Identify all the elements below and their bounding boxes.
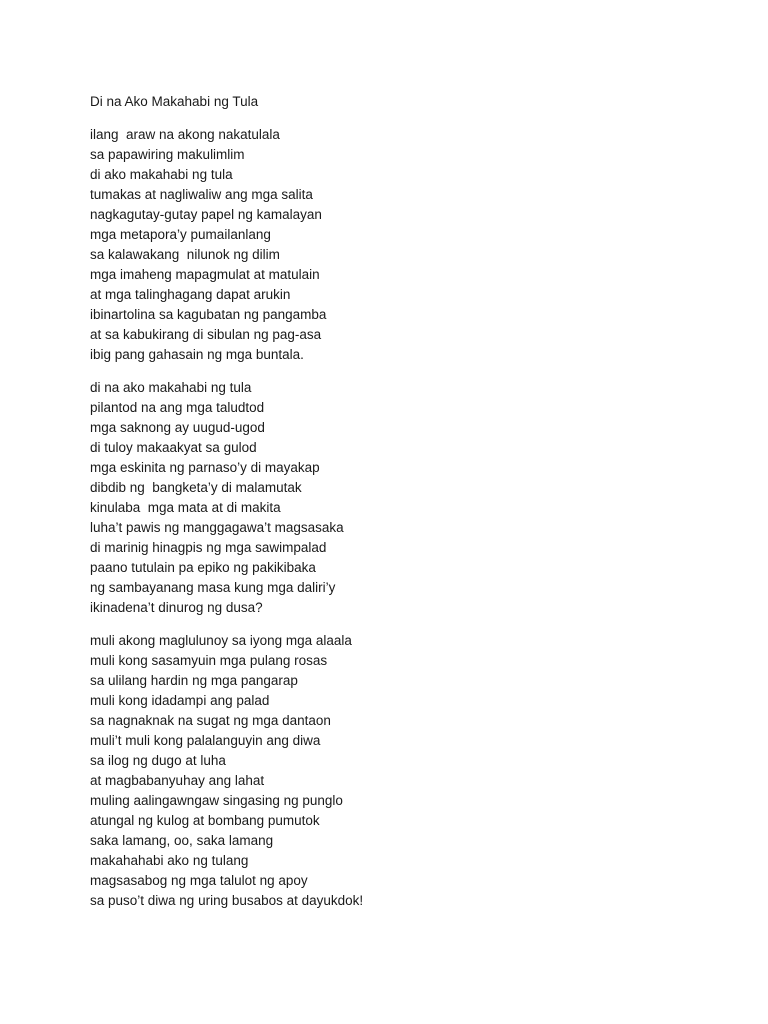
poem-line: sa nagnaknak na sugat ng mga dantaon [90, 713, 331, 728]
poem-page [90, 92, 710, 924]
poem-line: di marinig hinagpis ng mga sawimpalad [90, 540, 327, 555]
poem-line: kinulaba mga mata at di makita [90, 500, 281, 515]
poem-line: di ako makahabi ng tula [90, 167, 233, 182]
poem-line: tumakas at nagliwaliw ang mga salita [90, 187, 313, 202]
poem-line: muling aalingawngaw singasing ng punglo [90, 793, 343, 808]
poem-line: di na ako makahabi ng tula [90, 380, 252, 395]
poem-line: nagkagutay-gutay papel ng kamalayan [90, 207, 322, 222]
poem-line: muli’t muli kong palalanguyin ang diwa [90, 733, 321, 748]
poem-line: sa papawiring makulimlim [90, 147, 245, 162]
poem-line: mga saknong ay uugud-ugod [90, 420, 265, 435]
poem-line: at sa kabukirang di sibulan ng pag-asa [90, 327, 322, 342]
stanza-2 [90, 378, 710, 618]
poem-line: makahahabi ako ng tulang [90, 853, 249, 868]
poem-line: magsasabog ng mga talulot ng apoy [90, 873, 308, 888]
poem-line: sa ilog ng dugo at luha [90, 753, 226, 768]
poem-line: muli kong sasamyuin mga pulang rosas [90, 653, 328, 668]
poem-line: mga eskinita ng parnaso’y di mayakap [90, 460, 320, 475]
stanza-1 [90, 125, 710, 365]
poem-line: paano tutulain pa epiko ng pakikibaka [90, 560, 316, 575]
poem-line: sa puso’t diwa ng uring busabos at dayukdok! [90, 893, 364, 908]
poem-line: atungal ng kulog at bombang pumutok [90, 813, 320, 828]
poem-title: Di na Ako Makahabi ng Tula [90, 94, 259, 109]
poem-line: at magbabanyuhay ang lahat [90, 773, 265, 788]
poem-line: ikinadena’t dinurog ng dusa? [90, 600, 263, 615]
poem-line: di tuloy makaakyat sa gulod [90, 440, 257, 455]
poem-line: dibdib ng bangketa’y di malamutak [90, 480, 302, 495]
poem-line: pilantod na ang mga taludtod [90, 400, 265, 415]
poem-line: sa kalawakang nilunok ng dilim [90, 247, 280, 262]
poem-line: at mga talinghagang dapat arukin [90, 287, 291, 302]
stanza-3 [90, 631, 710, 911]
poem-line: ibig pang gahasain ng mga buntala. [90, 347, 304, 362]
poem-line: muli akong maglulunoy sa iyong mga alaala [90, 633, 352, 648]
poem-line: ng sambayanang masa kung mga daliri’y [90, 580, 336, 595]
poem-line: ibinartolina sa kagubatan ng pangamba [90, 307, 327, 322]
poem-line: ilang araw na akong nakatulala [90, 127, 280, 142]
poem-line: mga imaheng mapagmulat at matulain [90, 267, 320, 282]
poem-line: sa ulilang hardin ng mga pangarap [90, 673, 298, 688]
poem-line: luha’t pawis ng manggagawa’t magsasaka [90, 520, 344, 535]
poem-line: saka lamang, oo, saka lamang [90, 833, 274, 848]
poem-body [90, 125, 710, 911]
poem-line: muli kong idadampi ang palad [90, 693, 270, 708]
poem-line: mga metapora’y pumailanlang [90, 227, 271, 242]
